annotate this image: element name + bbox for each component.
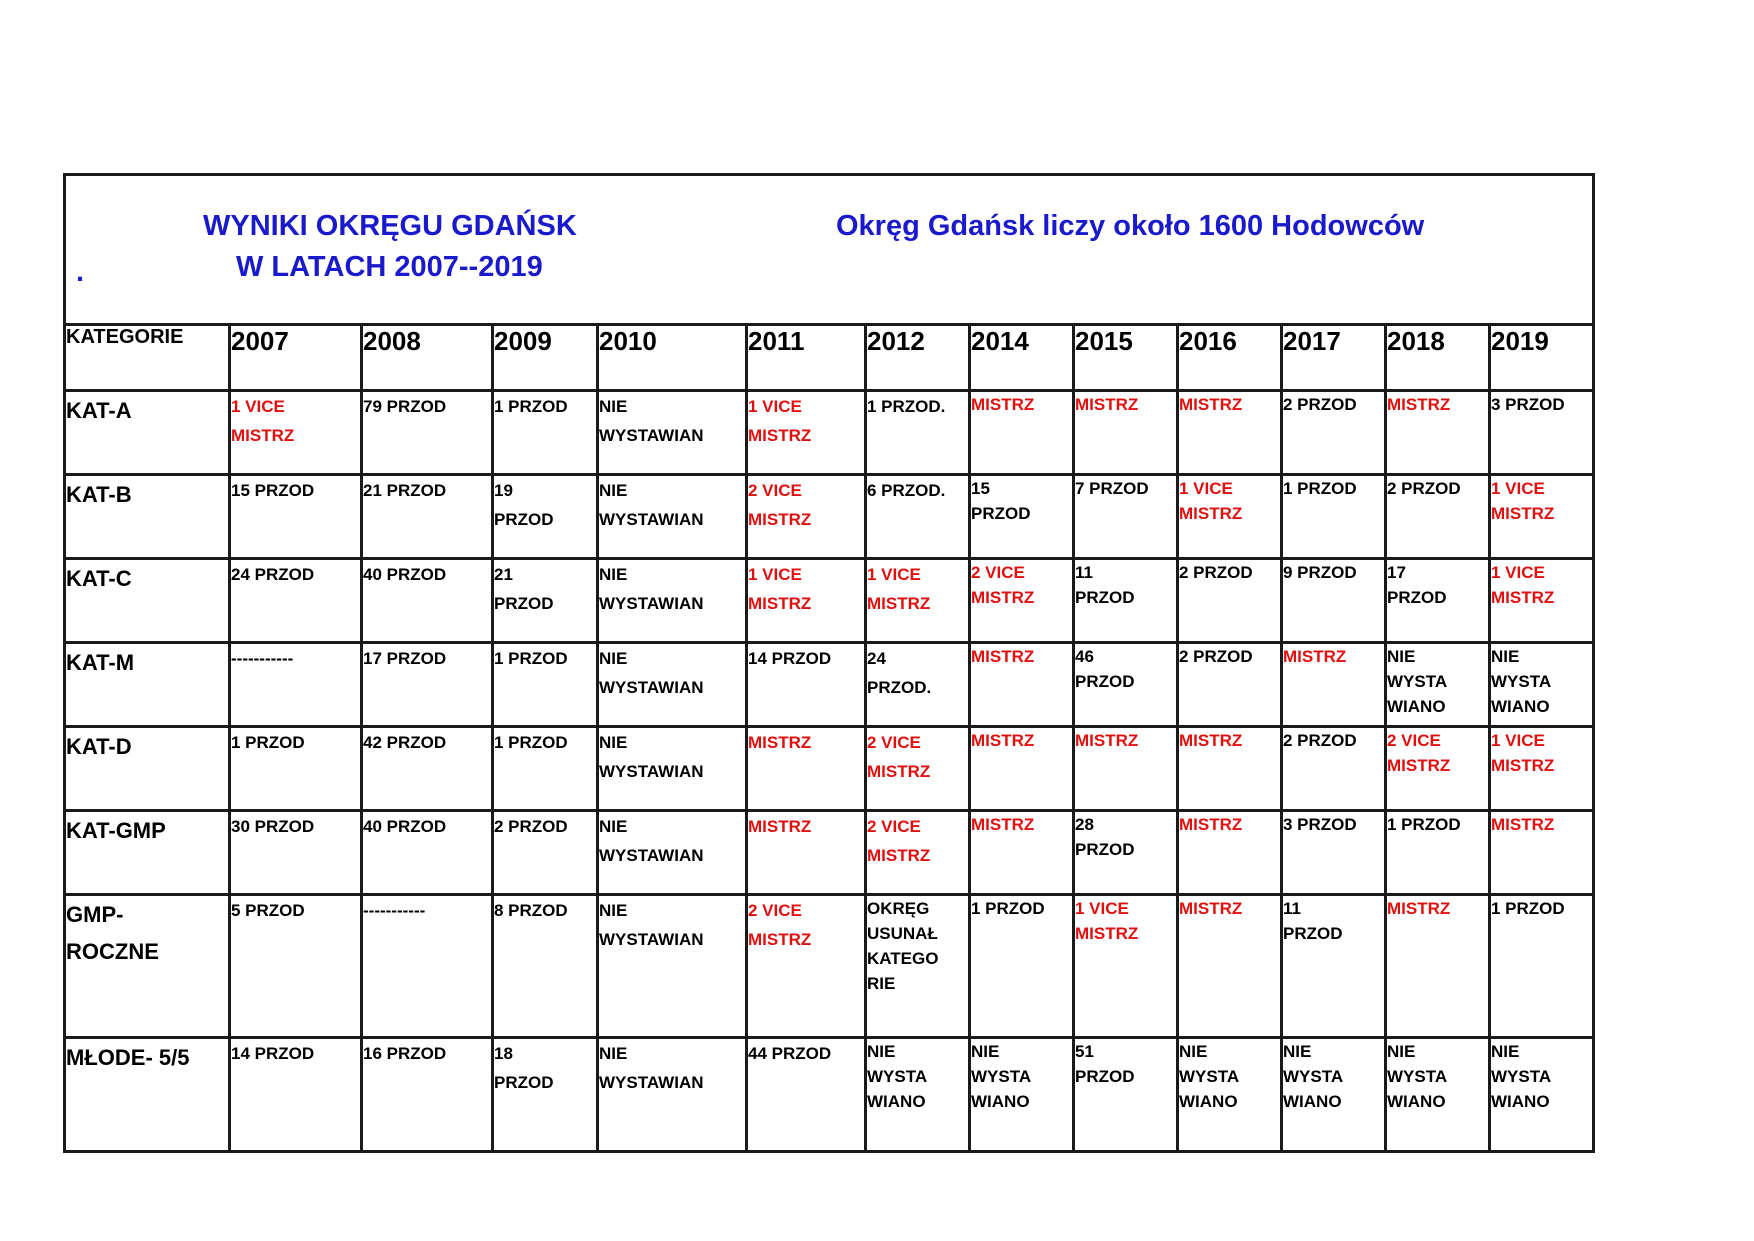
result-cell: 44 PRZOD [747, 1038, 866, 1152]
result-cell: 2 VICE MISTRZ [747, 895, 866, 1038]
result-cell: NIE WYSTAWIAN [598, 895, 747, 1038]
result-cell: NIE WYSTAWIAN [598, 643, 747, 727]
result-cell: 3 PRZOD [1490, 391, 1594, 475]
result-cell: 2 VICE MISTRZ [1386, 727, 1490, 811]
result-cell: 1 VICE MISTRZ [1490, 559, 1594, 643]
result-cell: 1 VICE MISTRZ [747, 391, 866, 475]
result-cell: 21 PRZOD [493, 559, 598, 643]
result-cell: ----------- [230, 643, 362, 727]
result-cell: NIE WYSTAWIAN [598, 391, 747, 475]
result-cell: 16 PRZOD [362, 1038, 493, 1152]
result-cell: NIE WYSTAWIAN [598, 1038, 747, 1152]
result-cell: 3 PRZOD [1282, 811, 1386, 895]
result-cell: NIE WYSTA WIANO [1282, 1038, 1386, 1152]
result-cell: MISTRZ [1074, 391, 1178, 475]
result-cell: MISTRZ [747, 811, 866, 895]
result-cell: NIE WYSTA WIANO [1490, 643, 1594, 727]
category-label: KAT-GMP [65, 811, 230, 895]
result-cell: MISTRZ [1282, 643, 1386, 727]
result-cell: 15 PRZOD [970, 475, 1074, 559]
result-cell: 46 PRZOD [1074, 643, 1178, 727]
result-cell: NIE WYSTA WIANO [970, 1038, 1074, 1152]
result-cell: 1 VICE MISTRZ [866, 559, 970, 643]
result-cell: 2 PRZOD [1282, 391, 1386, 475]
corner-label: KATEGORIE [65, 325, 230, 391]
year-header: 2011 [747, 325, 866, 391]
result-cell: 2 PRZOD [1178, 643, 1282, 727]
result-cell: 1 VICE MISTRZ [1074, 895, 1178, 1038]
result-cell: MISTRZ [1386, 391, 1490, 475]
result-cell: 2 VICE MISTRZ [970, 559, 1074, 643]
result-cell: 14 PRZOD [747, 643, 866, 727]
year-header: 2009 [493, 325, 598, 391]
result-cell: 1 VICE MISTRZ [1490, 727, 1594, 811]
result-cell: MISTRZ [1074, 727, 1178, 811]
result-cell: 11 PRZOD [1282, 895, 1386, 1038]
result-cell: NIE WYSTAWIAN [598, 475, 747, 559]
result-cell: 6 PRZOD. [866, 475, 970, 559]
result-cell: 28 PRZOD [1074, 811, 1178, 895]
table-row [65, 895, 1594, 1038]
result-cell: 1 VICE MISTRZ [1490, 475, 1594, 559]
result-cell: 21 PRZOD [362, 475, 493, 559]
table-row [65, 475, 1594, 559]
result-cell: NIE WYSTA WIANO [866, 1038, 970, 1152]
result-cell: MISTRZ [970, 391, 1074, 475]
table-row [65, 643, 1594, 727]
result-cell: 2 VICE MISTRZ [866, 727, 970, 811]
year-header: 2016 [1178, 325, 1282, 391]
result-cell: MISTRZ [747, 727, 866, 811]
result-cell: NIE WYSTA WIANO [1386, 643, 1490, 727]
result-cell: NIE WYSTA WIANO [1490, 1038, 1594, 1152]
result-cell: 1 PRZOD [970, 895, 1074, 1038]
title-row [65, 175, 1594, 325]
year-header: 2010 [598, 325, 747, 391]
result-cell: 14 PRZOD [230, 1038, 362, 1152]
result-cell: OKRĘG USUNAŁ KATEGO RIE [866, 895, 970, 1038]
year-header: 2015 [1074, 325, 1178, 391]
result-cell: 1 PRZOD. [866, 391, 970, 475]
result-cell: 2 PRZOD [1386, 475, 1490, 559]
result-cell: 19 PRZOD [493, 475, 598, 559]
result-cell: 11 PRZOD [1074, 559, 1178, 643]
result-cell: 1 PRZOD [493, 391, 598, 475]
result-cell: ----------- [362, 895, 493, 1038]
category-label: KAT-M [65, 643, 230, 727]
table-row [65, 559, 1594, 643]
result-cell: 1 PRZOD [1490, 895, 1594, 1038]
year-header: 2007 [230, 325, 362, 391]
title-cell [65, 175, 1594, 325]
result-cell: 1 PRZOD [493, 727, 598, 811]
result-cell: 24 PRZOD [230, 559, 362, 643]
result-cell: 2 VICE MISTRZ [747, 475, 866, 559]
result-cell: 17 PRZOD [362, 643, 493, 727]
result-cell: 2 PRZOD [1282, 727, 1386, 811]
result-cell: 51 PRZOD [1074, 1038, 1178, 1152]
result-cell: MISTRZ [970, 811, 1074, 895]
result-cell: NIE WYSTA WIANO [1178, 1038, 1282, 1152]
title-line2: W LATACH 2007--2019 [236, 251, 543, 283]
result-cell: NIE WYSTAWIAN [598, 811, 747, 895]
result-cell: 40 PRZOD [362, 559, 493, 643]
result-cell: NIE WYSTAWIAN [598, 559, 747, 643]
year-header-row [65, 325, 1594, 391]
title-line1: WYNIKI OKRĘGU GDAŃSK [203, 210, 577, 242]
result-cell: 40 PRZOD [362, 811, 493, 895]
category-label: KAT-A [65, 391, 230, 475]
subtitle: Okręg Gdańsk liczy około 1600 Hodowców [836, 210, 1425, 242]
table-row [65, 811, 1594, 895]
result-cell: 17 PRZOD [1386, 559, 1490, 643]
result-cell: 1 VICE MISTRZ [747, 559, 866, 643]
year-header: 2017 [1282, 325, 1386, 391]
result-cell: 9 PRZOD [1282, 559, 1386, 643]
category-label: GMP- ROCZNE [65, 895, 230, 1038]
result-cell: 15 PRZOD [230, 475, 362, 559]
result-cell: 79 PRZOD [362, 391, 493, 475]
result-cell: 5 PRZOD [230, 895, 362, 1038]
result-cell: 2 VICE MISTRZ [866, 811, 970, 895]
result-cell: 2 PRZOD [493, 811, 598, 895]
result-cell: 1 PRZOD [493, 643, 598, 727]
result-cell: MISTRZ [970, 727, 1074, 811]
category-label: KAT-D [65, 727, 230, 811]
result-cell: 1 VICE MISTRZ [1178, 475, 1282, 559]
year-header: 2014 [970, 325, 1074, 391]
result-cell: 1 PRZOD [230, 727, 362, 811]
title-dot: . [76, 256, 85, 288]
result-cell: 18 PRZOD [493, 1038, 598, 1152]
result-cell: 1 PRZOD [1386, 811, 1490, 895]
table-row [65, 1038, 1594, 1152]
result-cell: MISTRZ [1490, 811, 1594, 895]
result-cell: MISTRZ [1178, 727, 1282, 811]
result-cell: NIE WYSTA WIANO [1386, 1038, 1490, 1152]
result-cell: 1 VICE MISTRZ [230, 391, 362, 475]
result-cell: MISTRZ [1178, 895, 1282, 1038]
results-table [63, 173, 1595, 1153]
result-cell: MISTRZ [1386, 895, 1490, 1038]
year-header: 2018 [1386, 325, 1490, 391]
result-cell: MISTRZ [970, 643, 1074, 727]
result-cell: MISTRZ [1178, 391, 1282, 475]
result-cell: NIE WYSTAWIAN [598, 727, 747, 811]
year-header: 2012 [866, 325, 970, 391]
category-label: MŁODE- 5/5 [65, 1038, 230, 1152]
result-cell: 42 PRZOD [362, 727, 493, 811]
result-cell: 8 PRZOD [493, 895, 598, 1038]
category-label: KAT-C [65, 559, 230, 643]
year-header: 2008 [362, 325, 493, 391]
result-cell: 30 PRZOD [230, 811, 362, 895]
result-cell: 24 PRZOD. [866, 643, 970, 727]
table-row [65, 727, 1594, 811]
category-label: KAT-B [65, 475, 230, 559]
result-cell: 2 PRZOD [1178, 559, 1282, 643]
result-cell: MISTRZ [1178, 811, 1282, 895]
result-cell: 1 PRZOD [1282, 475, 1386, 559]
table-row [65, 391, 1594, 475]
year-header: 2019 [1490, 325, 1594, 391]
result-cell: 7 PRZOD [1074, 475, 1178, 559]
